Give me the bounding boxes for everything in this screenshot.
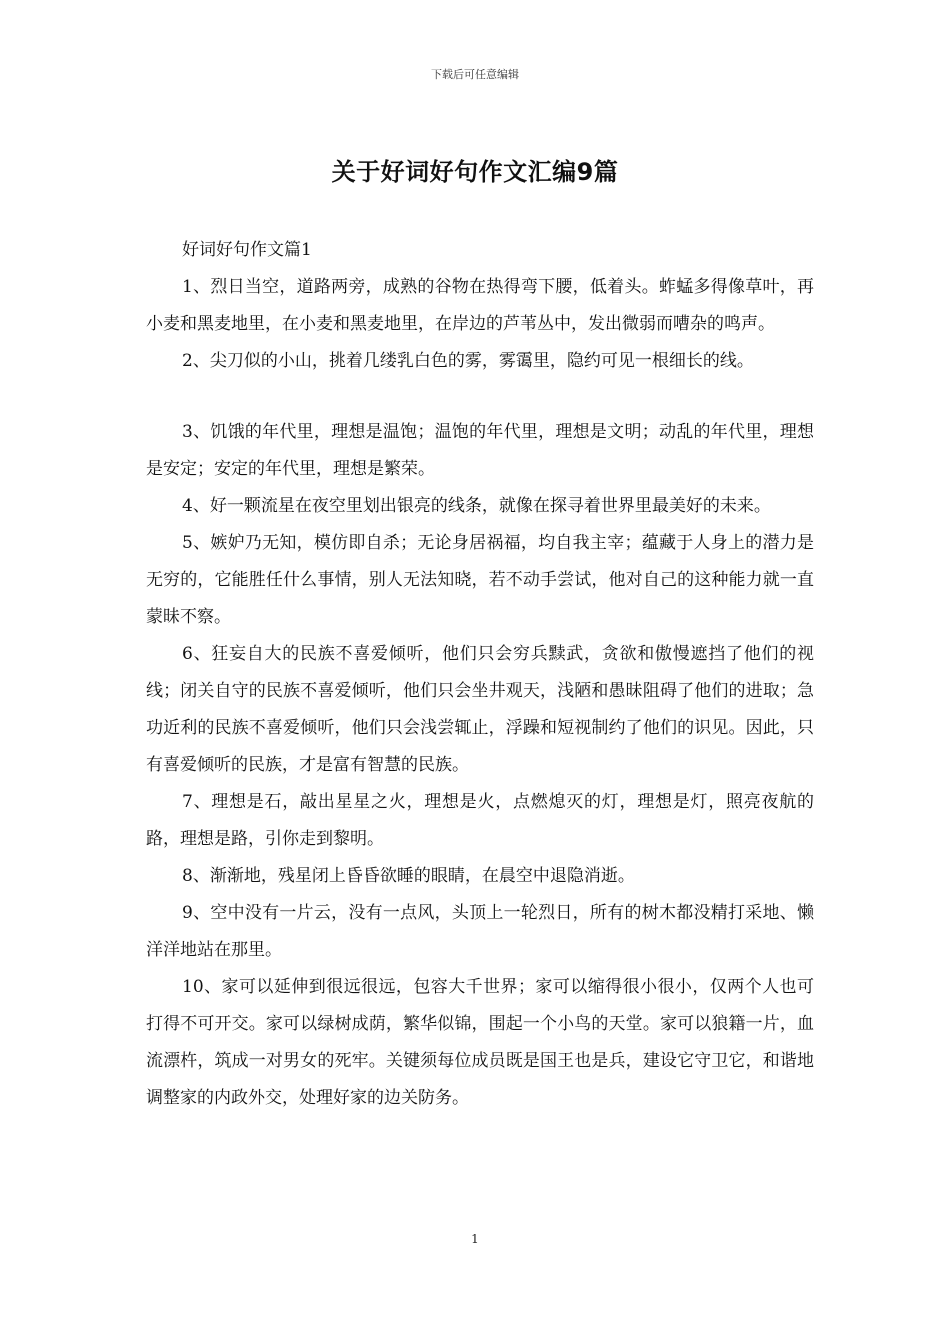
paragraph-10: 10、家可以延伸到很远很远，包容大千世界；家可以缩得很小很小，仅两个人也可打得不可开交。家可以绿树成荫，繁华似锦，围起一个小鸟的天堂。家可以狼籍一片，血流漂杵，筑成一对男女的死牢。关键须每位成员既是国王也是兵，建设它守卫它，和谐地调整家的内政外交，处理好家的边关防务。 <box>146 977 814 1108</box>
paragraph-4: 4、好一颗流星在夜空里划出银亮的线条，就像在探寻着世界里最美好的未来。 <box>182 496 771 516</box>
paragraph-7: 7、理想是石，敲出星星之火，理想是火，点燃熄灭的灯，理想是灯，照亮夜航的路，理想是路，引你走到黎明。 <box>146 792 814 849</box>
paragraph-8: 8、渐渐地，残星闭上昏昏欲睡的眼睛，在晨空中退隐消逝。 <box>182 866 635 886</box>
document-body <box>146 232 814 1117</box>
page-number: 1 <box>471 1232 479 1246</box>
paragraph-6: 6、狂妄自大的民族不喜爱倾听，他们只会穷兵黩武，贪欲和傲慢遮挡了他们的视线；闭关自守的民族不喜爱倾听，他们只会坐井观天，浅陋和愚昧阻碍了他们的进取；急功近利的民族不喜爱倾听，他们只会浅尝辄止，浮躁和短视制约了他们的识见。因此，只有喜爱倾听的民族，才是富有智慧的民族。 <box>146 644 814 775</box>
paragraph-3: 3、饥饿的年代里，理想是温饱；温饱的年代里，理想是文明；动乱的年代里，理想是安定；安定的年代里，理想是繁荣。 <box>146 422 814 479</box>
section-heading: 好词好句作文篇1 <box>182 240 312 260</box>
paragraph-9: 9、空中没有一片云，没有一点风，头顶上一轮烈日，所有的树木都没精打采地、懒洋洋地站在那里。 <box>146 903 814 960</box>
paragraph-2: 2、尖刀似的小山，挑着几缕乳白色的雾，雾霭里，隐约可见一根细长的线。 <box>182 351 754 371</box>
page-header-note: 下载后可任意编辑 <box>431 68 519 81</box>
document-title: 关于好词好句作文汇编9篇 <box>331 158 619 186</box>
paragraph-1: 1、烈日当空，道路两旁，成熟的谷物在热得弯下腰，低着头。蚱蜢多得像草叶，再小麦和黑麦地里，在小麦和黑麦地里，在岸边的芦苇丛中，发出微弱而嘈杂的鸣声。 <box>146 277 814 334</box>
paragraph-5: 5、嫉妒乃无知，模仿即自杀；无论身居祸福，均自我主宰；蕴藏于人身上的潜力是无穷的，它能胜任什么事情，别人无法知晓，若不动手尝试，他对自己的这种能力就一直蒙昧不察。 <box>146 533 814 627</box>
